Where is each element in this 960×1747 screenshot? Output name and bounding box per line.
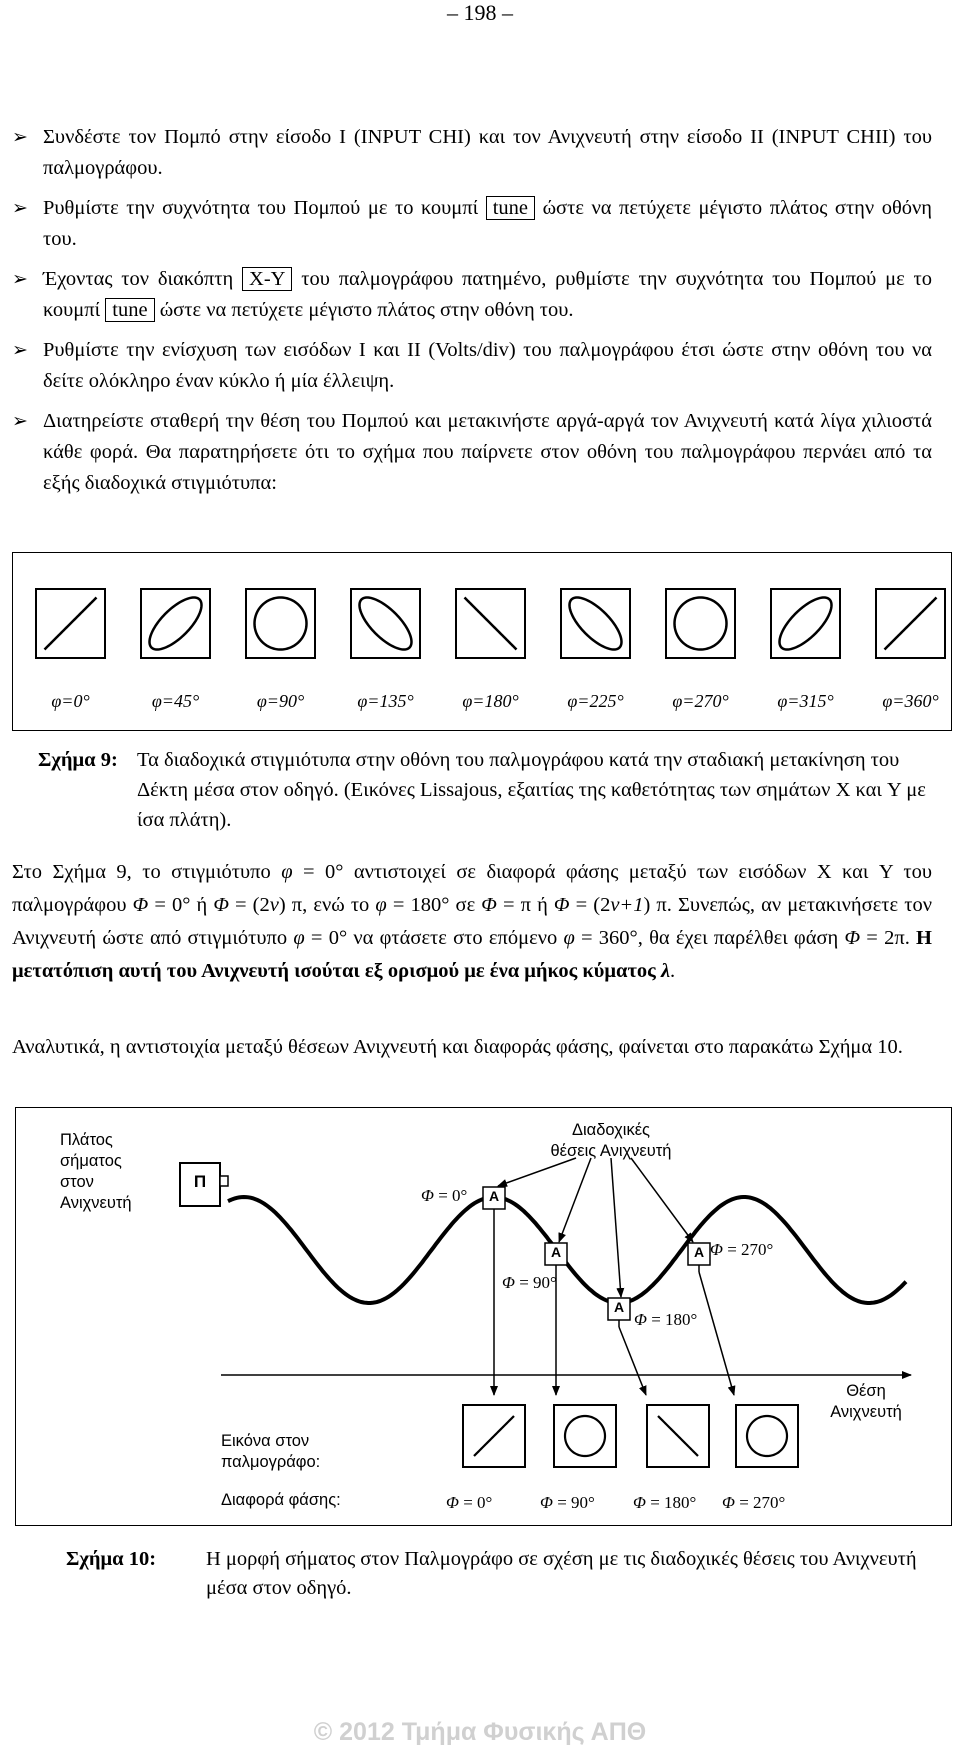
amplitude-axis-label: Πλάτος σήματος στον Ανιχνευτή	[60, 1130, 132, 1214]
lissajous-curve	[360, 598, 412, 650]
figure-10-caption	[66, 1545, 926, 1603]
xy-switch-label: X-Y	[242, 267, 292, 291]
bullet-text: Ρυθμίστε την συχνότητα του Πομπού με το κουμπί	[43, 197, 478, 219]
phase-label: Φ = 270°	[710, 1240, 773, 1260]
lissajous-curve	[780, 598, 832, 650]
successive-positions-label: Διαδοχικές θέσεις Ανιχνευτή	[541, 1120, 681, 1162]
lissajous-screen	[140, 588, 211, 659]
arrow-bullet-icon: ➢	[12, 122, 43, 184]
lissajous-screen	[455, 588, 526, 659]
figure-9-caption	[38, 745, 933, 835]
phase-label: Φ = 0°	[421, 1186, 467, 1206]
arrow-bullet-icon: ➢	[12, 335, 43, 397]
phase-label: φ=45°	[126, 691, 226, 712]
bullet-text: του παλμογράφου πατημένο, ρυθμίστε την συχνότητα του Πομπού με το κουμπί	[43, 268, 932, 321]
scope-image-label: Εικόνα στον παλμογράφο:	[221, 1431, 320, 1473]
phase-label: φ=270°	[651, 691, 751, 712]
phase-diff-value: Φ = 0°	[446, 1493, 492, 1513]
lissajous-screen	[245, 588, 316, 659]
body-paragraph-2: Αναλυτικά, η αντιστοιχία μεταξύ θέσεων Ανιχνευτή και διαφοράς φάσης, φαίνεται στο παρακάτω Σχήμα 10.	[12, 1031, 932, 1064]
bullet-text: ώστε να πετύχετε μέγιστο πλάτος στην οθόνη του.	[43, 197, 932, 250]
position-axis-label: Θέση Ανιχνευτή	[816, 1381, 916, 1423]
pointer-arrow	[631, 1158, 693, 1242]
pointer-arrow	[611, 1158, 621, 1297]
page-number: – 198 –	[0, 0, 960, 26]
arrow-bullet-icon: ➢	[12, 406, 43, 499]
caption-text: Τα διαδοχικά στιγμιότυπα στην οθόνη του παλμογράφου κατά την σταδιακή μετακίνηση του Δέκτη μέσα στον οδηγό. (Εικόνες Lissajous, εξαιτίας της καθετότητας των σημάτων X και Y με ίσα πλάτη).	[137, 745, 933, 835]
lissajous-curve	[465, 598, 517, 650]
lissajous-screen	[560, 588, 631, 659]
figure-10-panel: Πλάτος σήματος στον Ανιχνευτή Διαδοχικές θέσεις Ανιχνευτή Π A A A A Φ = 0° Φ = 90° Φ = 180° Φ = 270° Θέση Ανιχνευτή Εικόνα στον παλμογράφο: Διαφορά φάσης: Φ = 0° Φ = 90° Φ = 180° Φ = 270°	[15, 1107, 952, 1526]
transmitter-label: Π	[180, 1172, 220, 1192]
phase-difference-label: Διαφορά φάσης:	[221, 1490, 341, 1511]
bullet-text: Έχοντας τον διακόπτη	[43, 268, 233, 290]
phase-label: φ=90°	[231, 691, 331, 712]
caption-label: Σχήμα 9:	[38, 745, 118, 775]
body-paragraph: Στο Σχήμα 9, το στιγμιότυπο φ = 0° αντιστοιχεί σε διαφορά φάσης μεταξύ των εισόδων X και Y του παλμογράφου Φ = 0° ή Φ = (2ν) π, ενώ το φ = 180° σε Φ = π ή Φ = (2ν+1) π. Συνεπώς, αν μετακινήσετε τον Ανιχνευτή ώστε από στιγμιότυπο φ = 0° να φτάσετε στο επόμενο φ = 360°, θα έχει παρέλθει φάση Φ = 2π. Η μετατόπιση αυτή του Ανιχνευτή ισούται εξ ορισμού με ένα μήκος κύματος λ.	[12, 856, 932, 988]
lissajous-curve	[255, 598, 307, 650]
lissajous-curve	[675, 598, 727, 650]
arrow-bullet-icon: ➢	[12, 193, 43, 255]
bold-definition: Η μετατόπιση αυτή του Ανιχνευτή ισούται εξ ορισμού με ένα μήκος κύματος	[12, 927, 932, 982]
scope-screen	[736, 1405, 798, 1467]
phase-label: φ=0°	[21, 691, 121, 712]
transmitter-horn	[220, 1176, 228, 1186]
phase-label: φ=180°	[441, 691, 541, 712]
list-item	[12, 264, 932, 326]
caption-text: Η μορφή σήματος στον Παλμογράφο σε σχέση με τις διαδοχικές θέσεις του Ανιχνευτή μέσα στον οδηγό.	[206, 1545, 926, 1603]
lissajous-screen	[875, 588, 946, 659]
copyright-footer: © 2012 Τμήμα Φυσικής ΑΠΘ	[0, 1718, 960, 1747]
scope-screen	[554, 1405, 616, 1467]
lissajous-screen	[665, 588, 736, 659]
down-arrow	[619, 1327, 646, 1395]
phase-label: φ=225°	[546, 691, 646, 712]
pointer-arrow	[559, 1158, 591, 1242]
phase-label: φ=135°	[336, 691, 436, 712]
lissajous-curve	[570, 598, 622, 650]
lissajous-screen	[35, 588, 106, 659]
tune-knob-label: tune	[105, 298, 154, 322]
list-item	[12, 122, 932, 184]
phase-label: φ=315°	[756, 691, 856, 712]
phase-diff-value: Φ = 270°	[722, 1493, 785, 1513]
down-arrow	[699, 1272, 734, 1395]
phase-diff-value: Φ = 180°	[633, 1493, 696, 1513]
instruction-list	[12, 122, 932, 508]
list-item	[12, 406, 932, 499]
pointer-arrow	[498, 1158, 576, 1186]
bullet-text: Συνδέστε τον Πομπό στην είσοδο I (INPUT CHI) και τον Ανιχνευτή στην είσοδο II (INPUT CHII) του παλμογράφου.	[43, 122, 932, 184]
arrow-bullet-icon: ➢	[12, 264, 43, 326]
tune-knob-label: tune	[486, 196, 535, 220]
figure-10-drawing	[16, 1108, 951, 1525]
figure-9-lissajous-panel	[12, 552, 952, 731]
list-item	[12, 193, 932, 255]
phase-diff-value: Φ = 90°	[540, 1493, 595, 1513]
caption-label: Σχήμα 10:	[66, 1545, 156, 1574]
lissajous-curve	[150, 598, 202, 650]
list-item	[12, 335, 932, 397]
lissajous-screen	[350, 588, 421, 659]
phase-label: Φ = 90°	[502, 1273, 557, 1293]
bullet-text: ώστε να πετύχετε μέγιστο πλάτος στην οθόνη του.	[160, 299, 574, 321]
phase-label: φ=360°	[861, 691, 960, 712]
bullet-text: Ρυθμίστε την ενίσχυση των εισόδων I και II (Volts/div) του παλμογράφου έτσι ώστε στην οθόνη του να δείτε ολόκληρο έναν κύκλο ή μία έλλειψη.	[43, 335, 932, 397]
bullet-text: Διατηρείστε σταθερή την θέση του Πομπού και μετακινήστε αργά-αργά τον Ανιχνευτή κατά λίγα χιλιοστά κάθε φορά. Θα παρατηρήσετε ότι το σχήμα που παίρνετε στον οθόνη του παλμογράφου περνάει από τα εξής διαδοχικά στιγμιότυπα:	[43, 406, 932, 499]
lissajous-screen	[770, 588, 841, 659]
lissajous-curve	[45, 598, 97, 650]
phase-label: Φ = 180°	[634, 1310, 697, 1330]
lissajous-curve	[885, 598, 937, 650]
